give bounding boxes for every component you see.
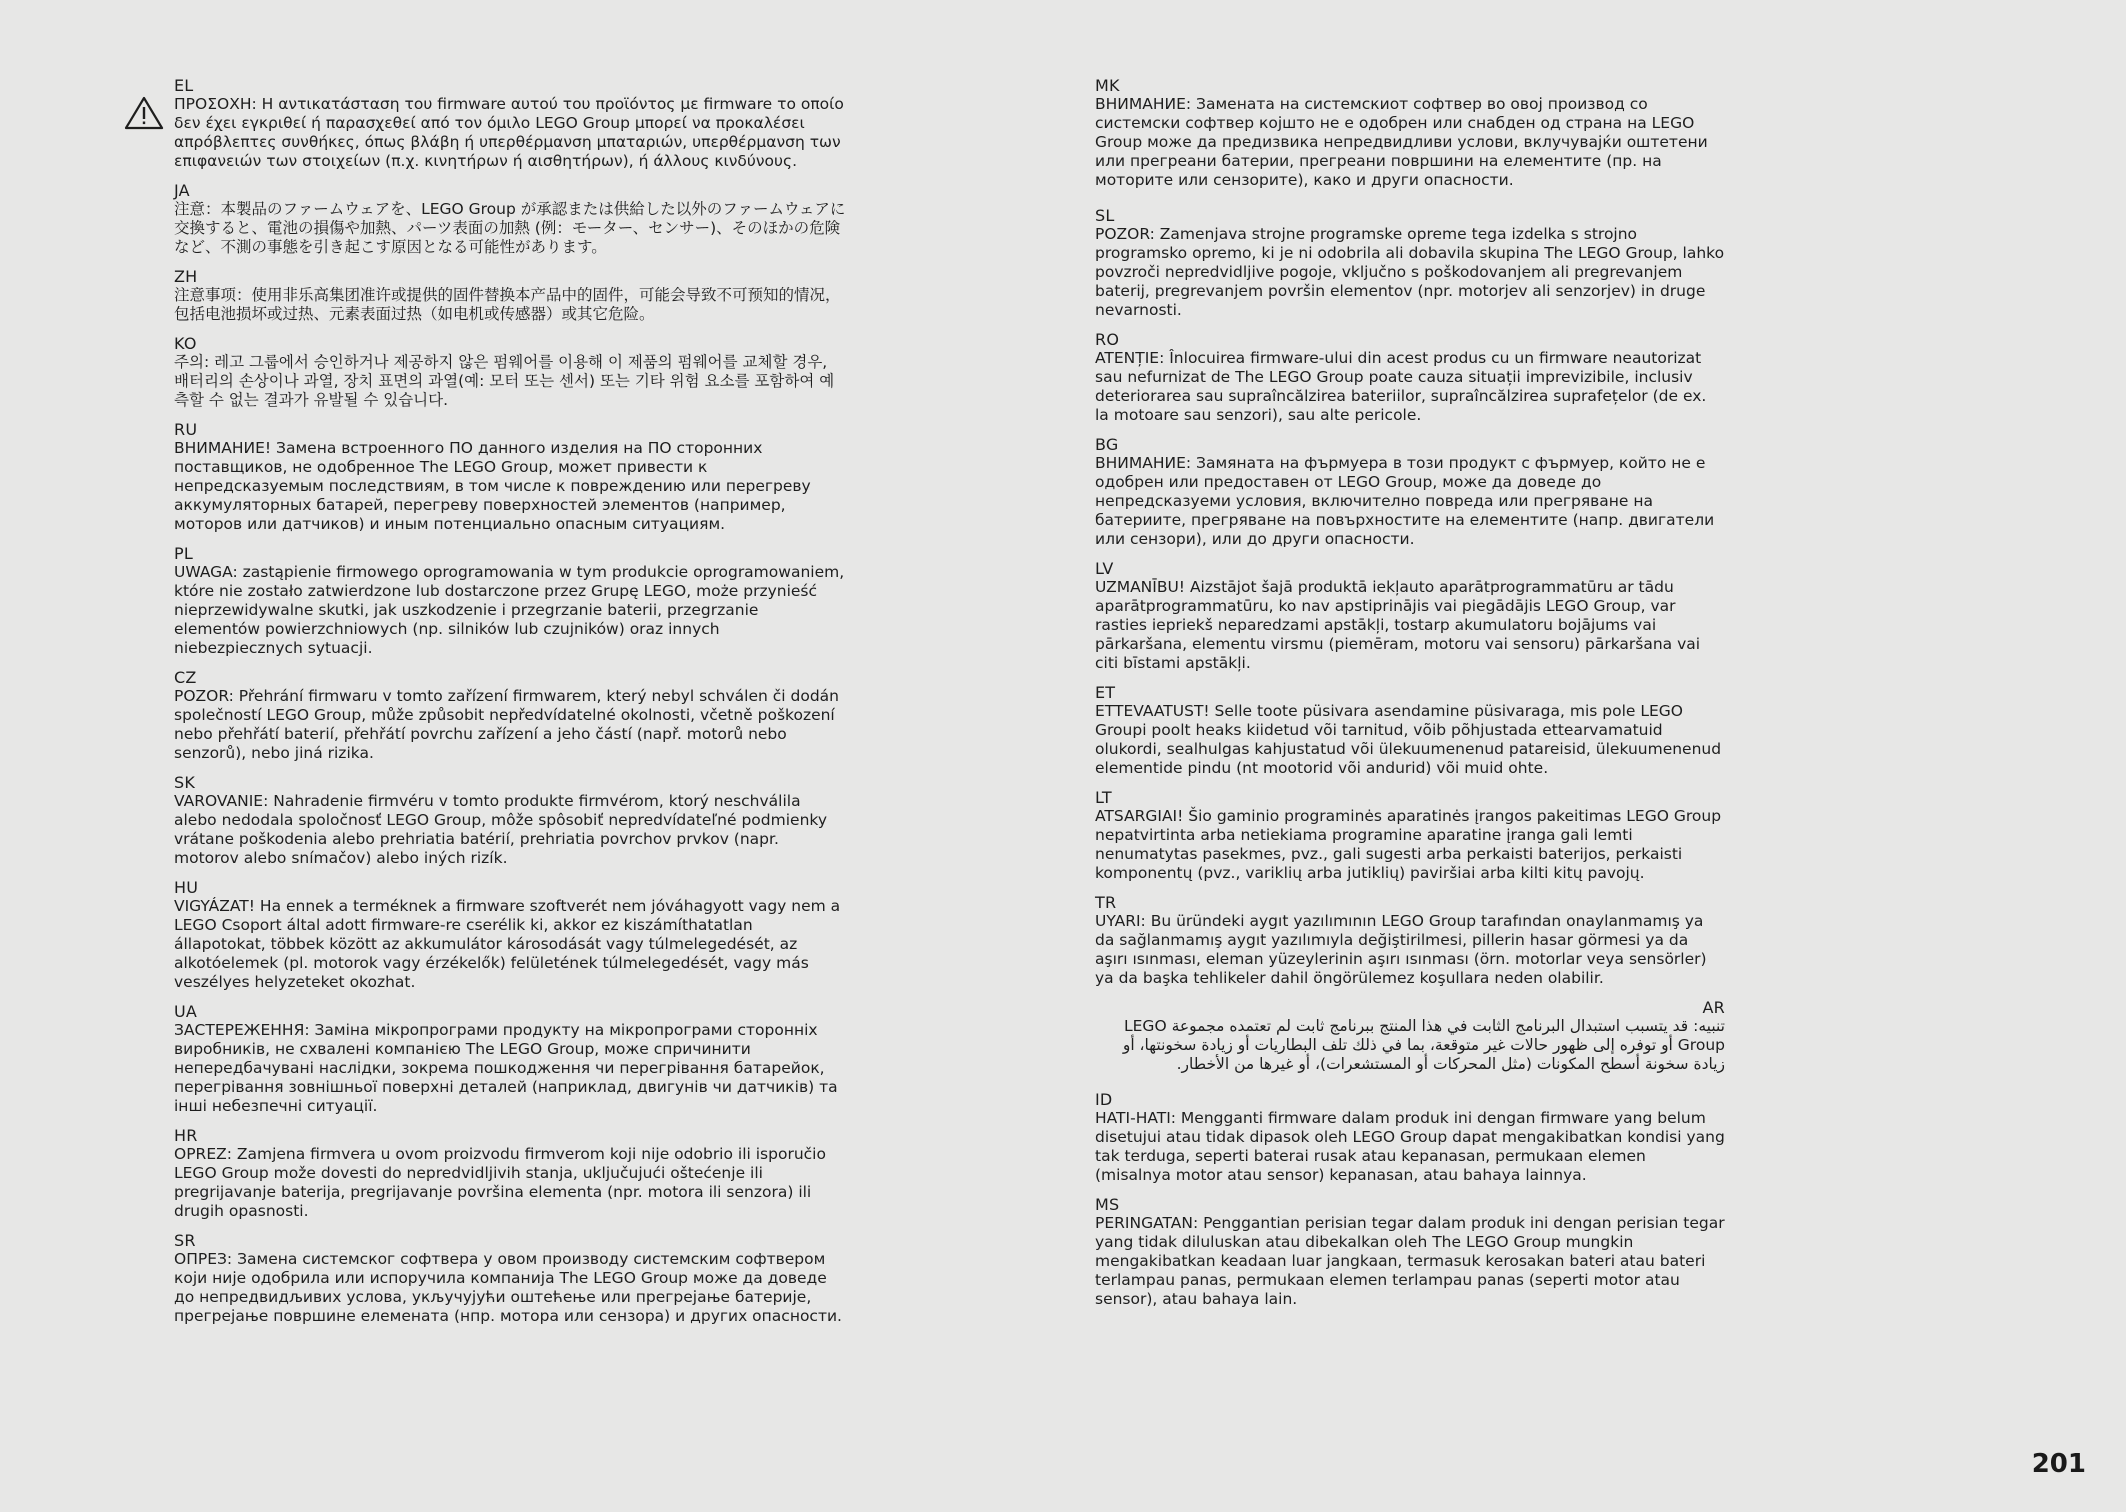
warning-section-sl xyxy=(1095,206,1725,320)
warning-text: UZMANĪBU! Aizstājot šajā produktā iekļauto aparātprogrammatūru ar tādu aparātprogrammatūru, ko nav apstiprinājis vai piegādājis LEGO Group, var rasties iepriekš neparedzami apstākļi, tostarp akumulatoru bojājums vai pārkaršana, elementu virsmu (piemēram, motoru vai sensoru) pārkaršana vai citi bīstami apstākļi. xyxy=(1095,578,1701,672)
warning-text: تنبيه: قد يتسبب استبدال البرنامج الثابت في هذا المنتج ببرنامج ثابت لم تعتمده مجموعة LEGO Group أو توفره إلى ظهور حالات غير متوقعة، بما في ذلك تلف البطاريات أو زيادة سخونتها، أو زيادة سخونة أسطح المكونات (مثل المحركات أو المستشعرات)، أو غيرها من الأخطار. xyxy=(1122,1017,1725,1073)
language-code: PL xyxy=(174,544,193,563)
warning-text: OPREZ: Zamjena firmvera u ovom proizvodu firmverom koji nije odobrio ili isporučio LEGO Group može dovesti do nepredvidljivih stanja, uključujući oštećenje ili pregrijavanje baterija, pregrijavanje površina elementa (npr. motora ili senzora) ili drugih opasnosti. xyxy=(174,1145,826,1220)
language-code: MK xyxy=(1095,76,1120,95)
warning-section-ms xyxy=(1095,1195,1725,1309)
warning-section-ro xyxy=(1095,330,1725,425)
language-code: SK xyxy=(174,773,196,792)
warning-section-ar xyxy=(1095,998,1725,1074)
warning-section-ja xyxy=(174,181,846,257)
warning-text: ВНИМАНИЕ: Замената на системскиот софтвер во овој производ со системски софтвер којшто не е одобрен или снабден од страна на LEGO Group може да предизвика непредвидливи услови, вклучувајќи оштетени или прегреани батерии, прегреани површини на елементите (пр. на моторите или сензорите), како и други опасности. xyxy=(1095,95,1708,189)
language-code: HR xyxy=(174,1126,198,1145)
language-code: RU xyxy=(174,420,198,439)
warning-section-cz xyxy=(174,668,846,763)
warning-section-hu xyxy=(174,878,846,992)
warning-text: VIGYÁZAT! Ha ennek a terméknek a firmware szoftverét nem jóváhagyott vagy nem a LEGO Csoport által adott firmware-re cserélik ki, akkor ez kiszámíthatatlan állapotokat, többek között az akkumulátor károsodását vagy túlmelegedését, az alkotóelemek (pl. motorok vagy érzékelők) felületének túlmelegedését, vagy más veszélyes helyzeteket okozhat. xyxy=(174,897,841,991)
language-code: JA xyxy=(174,181,190,200)
warning-section-pl xyxy=(174,544,846,658)
warning-text: ЗАСТЕРЕЖЕННЯ: Заміна мікропрограми продукту на мікропрограми сторонніх виробників, не схвалені компанією The LEGO Group, може спричинити непередбачувані наслідки, зокрема пошкодження чи перегрівання батарейок, перегрівання зовнішньої поверхні деталей (наприклад, двигунів чи датчиків) та інші небезпечні ситуації. xyxy=(174,1021,838,1115)
warning-text: VAROVANIE: Nahradenie firmvéru v tomto produkte firmvérom, ktorý neschválila alebo nedodala spoločnosť LEGO Group, môže spôsobiť nepredvídateľné podmienky vrátane poškodenia alebo prehriatia batérií, prehriatia povrchov prvkov (napr. motorov alebo snímačov) alebo iných rizík. xyxy=(174,792,827,867)
language-code: TR xyxy=(1095,893,1117,912)
warning-text: ATENȚIE: Înlocuirea firmware-ului din acest produs cu un firmware neautorizat sau nefurnizat de The LEGO Group poate cauza situații imprevizibile, inclusiv deteriorarea sau supraîncălzirea bateriilor, supraîncălzirea suprafețelor (de ex. la motoare sau senzori), sau alte pericole. xyxy=(1095,349,1707,424)
language-code: SL xyxy=(1095,206,1115,225)
language-code: LV xyxy=(1095,559,1114,578)
language-code: BG xyxy=(1095,435,1119,454)
warning-text: UWAGA: zastąpienie firmowego oprogramowania w tym produkcie oprogramowaniem, które nie zostało zatwierdzone lub dostarczone przez Grupę LEGO, może przynieść nieprzewidywalne skutki, jak uszkodzenie i przegrzanie baterii, przegrzanie elementów powierzchniowych (np. silników lub czujników) oraz innych niebezpiecznych sytuacji. xyxy=(174,563,845,657)
warning-text: POZOR: Přehrání firmwaru v tomto zařízení firmwarem, který nebyl schválen či dodán společností LEGO Group, může způsobit nepředvídatelné okolnosti, včetně poškození nebo přehřátí baterií, přehřátí povrchu zařízení a jeho částí (např. motorů nebo senzorů), nebo jiná rizika. xyxy=(174,687,840,762)
warning-text: ОПРЕЗ: Замена системског софтвера у овом производу системским софтвером који није одобрила или испоручила компанија The LEGO Group може да доведе до непредвидљивих услова, укључујући оштећење или прегрејање батерије, прегрејање површине елемената (нпр. мотора или сензора) и других опасности. xyxy=(174,1250,842,1325)
language-code: EL xyxy=(174,76,194,95)
warning-section-ko xyxy=(174,334,846,410)
warning-text: 注意事项：使用非乐高集团准许或提供的固件替换本产品中的固件，可能会导致不可预知的情况，包括电池损坏或过热、元素表面过热（如电机或传感器）或其它危险。 xyxy=(174,286,841,323)
warning-text: POZOR: Zamenjava strojne programske opreme tega izdelka s strojno programsko opremo, ki je ni odobrila ali dobavila skupina The LEGO Group, lahko povzroči nepredvidljive pogoje, vključno s poškodovanjem ali pregrevanjem baterij, pregrevanjem površin elementov (npr. motorjev ali senzorjev) in druge nevarnosti. xyxy=(1095,225,1725,319)
warning-section-mk xyxy=(1095,76,1725,190)
warning-text: ВНИМАНИЕ! Замена встроенного ПО данного изделия на ПО сторонних поставщиков, не одобренное The LEGO Group, может привести к непредсказуемым последствиям, в том числе к повреждению или перегреву аккумуляторных батарей, перегреву поверхностей элементов (например, моторов или датчиков) и иным потенциально опасным ситуациям. xyxy=(174,439,811,533)
warning-triangle-icon xyxy=(124,96,164,130)
warning-section-lt xyxy=(1095,788,1725,883)
warning-section-hr xyxy=(174,1126,846,1221)
warning-text: ETTEVAATUST! Selle toote püsivara asendamine püsivaraga, mis pole LEGO Groupi poolt heaks kiidetud või tarnitud, võib põhjustada ettearvamatuid olukordi, sealhulgas kahjustatud või ülekuumenenud patareisid, ülekuumenenud elementide pindu (nt mootorid või andurid) või muid ohte. xyxy=(1095,702,1722,777)
warning-section-bg xyxy=(1095,435,1725,549)
warning-section-tr xyxy=(1095,893,1725,988)
warning-text: UYARI: Bu üründeki aygıt yazılımının LEGO Group tarafından onaylanmamış ya da sağlanmamış aygıt yazılımıyla değiştirilmesi, pillerin hasar görmesi ya da aşırı ısınması, eleman yüzeylerinin aşırı ısınması (örn. motorlar veya sensörler) ya da başka tehlikeler dahil öngörülemez koşullara neden olabilir. xyxy=(1095,912,1707,987)
warning-section-sk xyxy=(174,773,846,868)
language-code: AR xyxy=(1702,998,1725,1017)
warning-section-ua xyxy=(174,1002,846,1116)
warning-text: 주의: 레고 그룹에서 승인하거나 제공하지 않은 펌웨어를 이용해 이 제품의 펌웨어를 교체할 경우, 배터리의 손상이나 과열, 장치 표면의 과열(예: 모터 또는 센서) 또는 기타 위험 요소를 포함하여 예측할 수 없는 결과가 유발될 수 있습니다. xyxy=(174,353,835,409)
language-code: RO xyxy=(1095,330,1120,349)
language-code: UA xyxy=(174,1002,198,1021)
warning-section-id xyxy=(1095,1090,1725,1185)
language-code: ET xyxy=(1095,683,1116,702)
warning-text: ВНИМАНИЕ: Замяната на фърмуера в този продукт с фърмуер, който не е одобрен или предоставен от LEGO Group, може да доведе до непредсказуеми условия, включително повреда или прегряване на батериите, прегряване на повърхностите на елементите (напр. двигатели или сензори), или до други опасности. xyxy=(1095,454,1715,548)
language-code: CZ xyxy=(174,668,197,687)
warning-text: ATSARGIAI! Šio gaminio programinės aparatinės įrangos pakeitimas LEGO Group nepatvirtinta arba netiekiama programine aparatine įranga gali lemti nenumatytas pasekmes, pvz., gali sugesti arba perkaisti baterijos, perkaisti komponentų (pvz., variklių arba jutiklių) paviršiai arba kilti kitų pavojų. xyxy=(1095,807,1722,882)
warning-text: ΠΡΟΣΟΧΗ: Η αντικατάσταση του firmware αυτού του προϊόντος με firmware το οποίο δεν έχει εγκριθεί ή παρασχεθεί από τον όμιλο LEGO Group μπορεί να προκαλέσει απρόβλεπτες συνθήκες, όπως βλάβη ή υπερθέρμανση μπαταριών, υπερθέρμανση των επιφανειών των στοιχείων (π.χ. κινητήρων ή αισθητήρων), ή άλλους κινδύνους. xyxy=(174,95,844,170)
warning-text: 注意：本製品のファームウェアを、LEGO Group が承認または供給した以外のファームウェアに交換すると、電池の損傷や加熱、パーツ表面の加熱 (例：モーター、センサー)、そのほかの危険など、不測の事態を引き起こす原因となる可能性があります。 xyxy=(174,200,846,256)
language-code: ZH xyxy=(174,267,198,286)
language-code: LT xyxy=(1095,788,1112,807)
language-code: HU xyxy=(174,878,199,897)
warning-section-el xyxy=(174,76,846,171)
language-code: ID xyxy=(1095,1090,1113,1109)
page-number: 201 xyxy=(2031,1449,2086,1479)
warning-section-lv xyxy=(1095,559,1725,673)
warning-text: HATI-HATI: Mengganti firmware dalam produk ini dengan firmware yang belum disetujui atau tidak dipasok oleh LEGO Group dapat mengakibatkan kondisi yang tak terduga, seperti baterai rusak atau kepanasan, permukaan elemen (misalnya motor atau sensor) kepanasan, atau bahaya lainnya. xyxy=(1095,1109,1725,1184)
right-warning-column xyxy=(1095,76,1725,1319)
warning-section-sr xyxy=(174,1231,846,1326)
left-warning-column xyxy=(174,76,846,1336)
warning-section-zh xyxy=(174,267,846,324)
language-code: MS xyxy=(1095,1195,1120,1214)
warning-text: PERINGATAN: Penggantian perisian tegar dalam produk ini dengan perisian tegar yang tidak diluluskan atau dibekalkan oleh The LEGO Group mungkin mengakibatkan keadaan luar jangkaan, termasuk kerosakan bateri atau bateri terlampau panas, permukaan elemen terlampau panas (seperti motor atau sensor), atau bahaya lain. xyxy=(1095,1214,1725,1308)
warning-section-et xyxy=(1095,683,1725,778)
language-code: KO xyxy=(174,334,197,353)
warning-section-ru xyxy=(174,420,846,534)
language-code: SR xyxy=(174,1231,196,1250)
